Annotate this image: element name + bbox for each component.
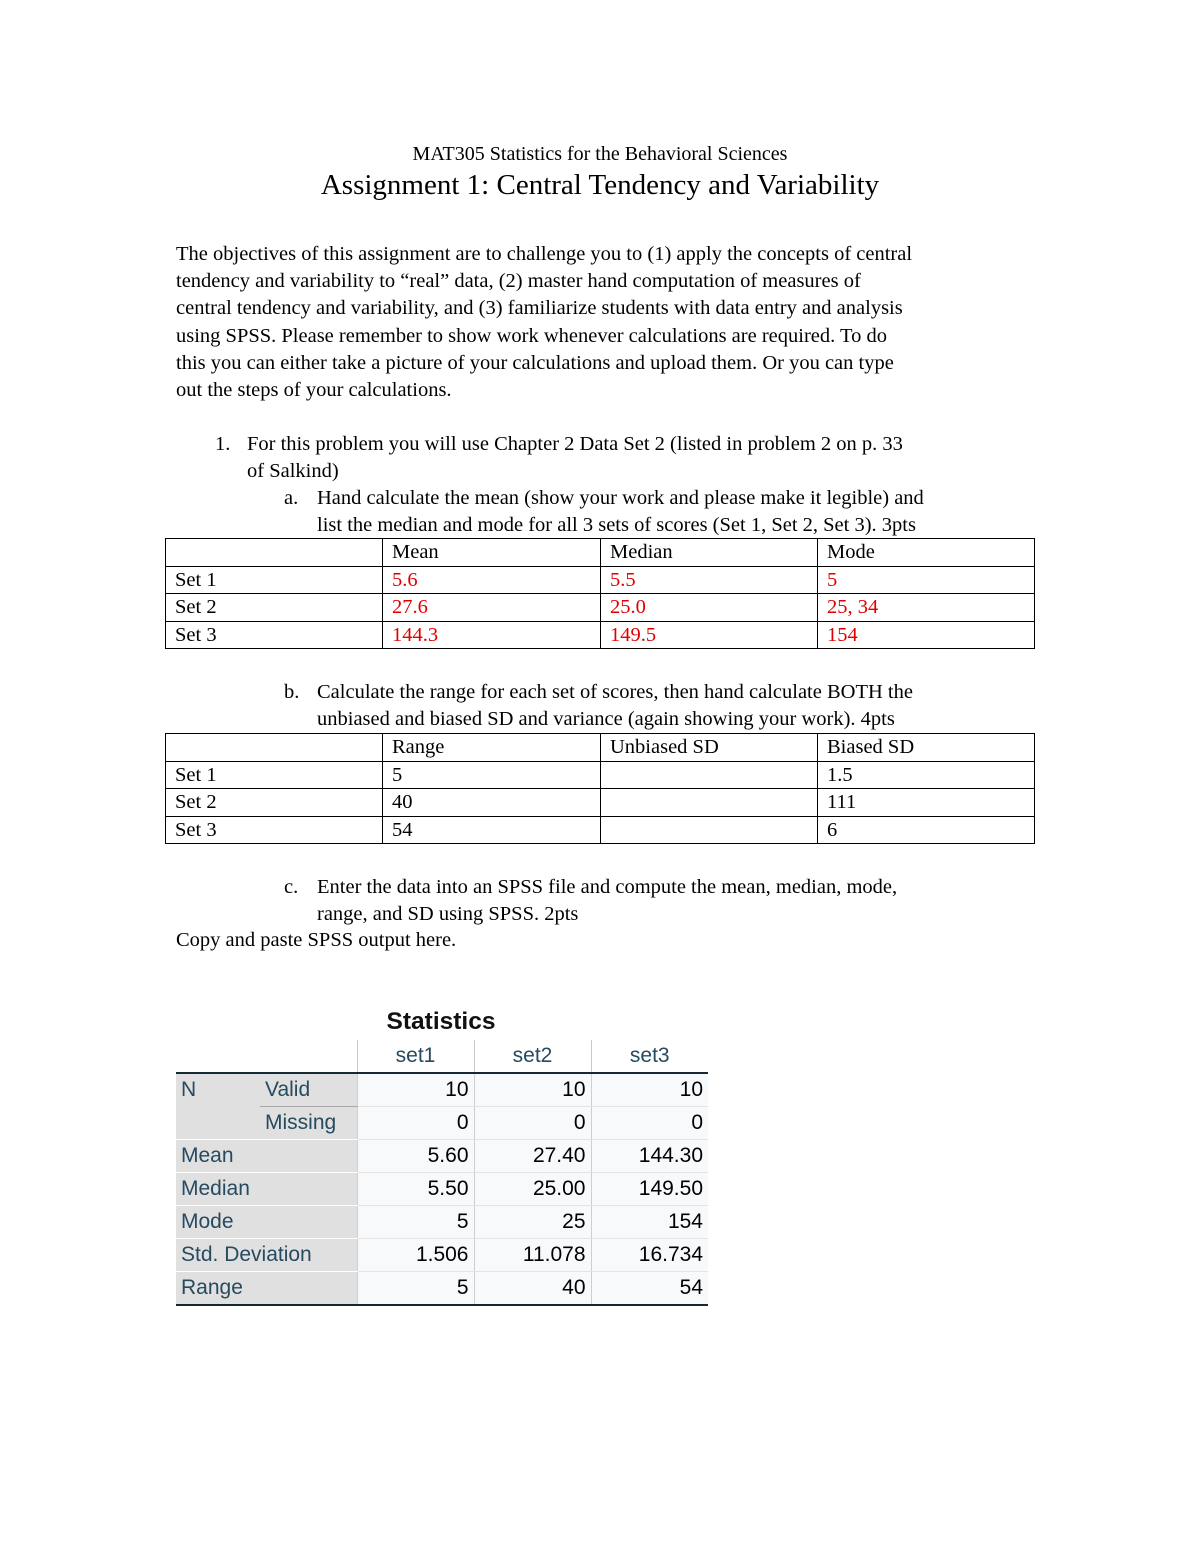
spss-cell: 27.40: [474, 1140, 591, 1173]
intro-line: central tendency and variability, and (3) familiarize students with data entry and analysis: [176, 297, 903, 320]
answer-cell: 27.6: [383, 594, 601, 622]
part-c-line: range, and SD using SPSS. 2pts: [317, 903, 579, 926]
part-b-line: unbiased and biased SD and variance (again showing your work). 4pts: [317, 708, 895, 731]
part-c-line: Enter the data into an SPSS file and compute the mean, median, mode,: [317, 876, 898, 898]
table-b-header-cell: [166, 734, 383, 762]
spss-cell: 16.734: [591, 1239, 708, 1272]
spss-cell: 144.30: [591, 1140, 708, 1173]
part-a-line: list the median and mode for all 3 sets of scores (Set 1, Set 2, Set 3). 3pts: [317, 514, 916, 537]
row-label: Set 2: [166, 789, 383, 817]
table-cell: 5: [383, 761, 601, 789]
table-row: [166, 566, 1035, 594]
spss-cell: 25: [474, 1206, 591, 1239]
table-a-header-cell: Mode: [818, 539, 1035, 567]
row-label: Set 3: [166, 621, 383, 649]
table-b-header: [166, 734, 1035, 762]
spss-cell: 10: [591, 1073, 708, 1107]
spss-statistics-table: [176, 1040, 708, 1306]
answer-cell: 144.3: [383, 621, 601, 649]
spss-row-label: Std. Deviation: [176, 1239, 357, 1272]
answer-cell: 25, 34: [818, 594, 1035, 622]
table-row: [166, 789, 1035, 817]
table-cell: [601, 761, 818, 789]
table-a-header: [166, 539, 1035, 567]
part-a-line: Hand calculate the mean (show your work and please make it legible) and: [317, 487, 924, 509]
part-b-letter: b.: [284, 681, 300, 703]
spss-header-row: [176, 1040, 708, 1073]
spss-cell: 5.60: [357, 1140, 474, 1173]
spss-cell: 0: [591, 1107, 708, 1140]
table-row: [166, 761, 1035, 789]
spss-column-header: set3: [591, 1040, 708, 1073]
table-a: [165, 538, 1035, 649]
spss-column-header: set2: [474, 1040, 591, 1073]
table-cell: [601, 816, 818, 844]
table-cell: 6: [818, 816, 1035, 844]
table-cell: 111: [818, 789, 1035, 817]
answer-cell: 25.0: [601, 594, 818, 622]
spss-cell: 25.00: [474, 1173, 591, 1206]
intro-line: out the steps of your calculations.: [176, 379, 452, 402]
question-1-line: of Salkind): [247, 460, 339, 483]
row-label: Set 1: [166, 761, 383, 789]
spss-cell: 0: [474, 1107, 591, 1140]
table-cell: 40: [383, 789, 601, 817]
table-row: [166, 594, 1035, 622]
part-c-text: [317, 874, 1032, 928]
part-b-text: [317, 679, 1032, 733]
assignment-title: Assignment 1: Central Tendency and Variability: [320, 169, 880, 201]
spss-row: [176, 1173, 708, 1206]
question-1-number: 1.: [215, 433, 231, 455]
spss-row-label: Median: [176, 1173, 357, 1206]
spss-row: [176, 1140, 708, 1173]
intro-line: The objectives of this assignment are to challenge you to (1) apply the concepts of central: [176, 243, 913, 265]
part-a-text: [317, 485, 1032, 539]
answer-cell: 149.5: [601, 621, 818, 649]
spss-cell: 54: [591, 1272, 708, 1306]
spss-corner: [176, 1040, 357, 1073]
spss-row-label: Missing: [260, 1107, 357, 1140]
table-row: [166, 621, 1035, 649]
spss-column-header: set1: [357, 1040, 474, 1073]
table-b-header-cell: Range: [383, 734, 601, 762]
question-1-line: For this problem you will use Chapter 2 Data Set 2 (listed in problem 2 on p. 33: [247, 433, 903, 455]
part-b-line: Calculate the range for each set of scores, then hand calculate BOTH the: [317, 681, 913, 703]
answer-cell: 5: [818, 566, 1035, 594]
row-label: Set 2: [166, 594, 383, 622]
spss-cell: 1.506: [357, 1239, 474, 1272]
spss-row-label: Mode: [176, 1206, 357, 1239]
spss-row-label: Mean: [176, 1140, 357, 1173]
spss-cell: 11.078: [474, 1239, 591, 1272]
intro-line: tendency and variability to “real” data, (2) master hand computation of measures of: [176, 270, 861, 293]
intro-line: using SPSS. Please remember to show work whenever calculations are required. To do: [176, 324, 887, 347]
spss-table-title: Statistics: [386, 1008, 496, 1035]
spss-row: [176, 1239, 708, 1272]
question-1-text: [247, 431, 1027, 485]
spss-cell: 0: [357, 1107, 474, 1140]
answer-cell: 154: [818, 621, 1035, 649]
intro-line: this you can either take a picture of your calculations and upload them. Or you can type: [176, 351, 894, 374]
table-a-header-cell: Mean: [383, 539, 601, 567]
part-a-letter: a.: [284, 487, 299, 509]
spss-cell: 149.50: [591, 1173, 708, 1206]
course-title: MAT305 Statistics for the Behavioral Sciences: [412, 143, 788, 165]
table-a-header-cell: Median: [601, 539, 818, 567]
spss-cell: 5: [357, 1206, 474, 1239]
spss-cell: 10: [474, 1073, 591, 1107]
table-a-header-cell: [166, 539, 383, 567]
spss-row: [176, 1073, 708, 1107]
spss-cell: 154: [591, 1206, 708, 1239]
part-c-letter: c.: [284, 876, 299, 898]
table-b-header-cell: Biased SD: [818, 734, 1035, 762]
spss-n-label: N: [176, 1073, 260, 1140]
row-label: Set 3: [166, 816, 383, 844]
spss-cell: 40: [474, 1272, 591, 1306]
spss-row-label: Range: [176, 1272, 357, 1306]
intro-paragraph: [176, 241, 1036, 404]
answer-cell: 5.5: [601, 566, 818, 594]
table-cell: 1.5: [818, 761, 1035, 789]
table-b: [165, 733, 1035, 844]
table-cell: [601, 789, 818, 817]
spss-row-label: Valid: [260, 1073, 357, 1107]
spss-row: [176, 1272, 708, 1306]
copy-paste-instruction: Copy and paste SPSS output here.: [176, 929, 457, 951]
table-cell: 54: [383, 816, 601, 844]
spss-cell: 10: [357, 1073, 474, 1107]
spss-cell: 5.50: [357, 1173, 474, 1206]
table-row: [166, 816, 1035, 844]
spss-cell: 5: [357, 1272, 474, 1306]
spss-row: [176, 1206, 708, 1239]
answer-cell: 5.6: [383, 566, 601, 594]
row-label: Set 1: [166, 566, 383, 594]
table-b-header-cell: Unbiased SD: [601, 734, 818, 762]
